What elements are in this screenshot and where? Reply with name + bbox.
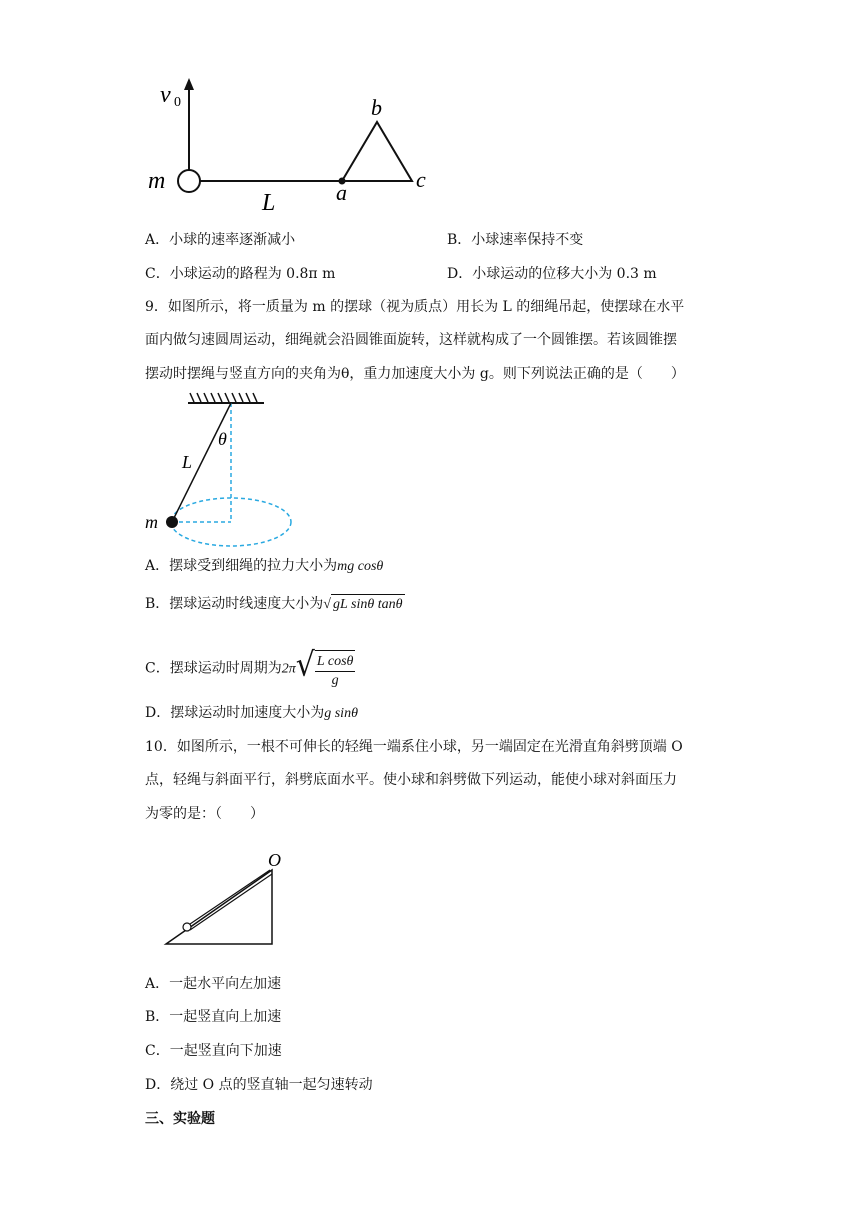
q9-option-b-text: B．摆球运动时线速度大小为 [145,596,324,612]
q10-line-2: 点，轻绳与斜面平行，斜劈底面水平。使小球和斜劈做下列运动，能使小球对斜面压力 [145,772,677,788]
label-c: c [416,167,426,192]
q8-option-c: C．小球运动的路程为 0.8π m [145,266,336,282]
q9-line-1: 9．如图所示，将一质量为 m 的摆球（视为质点）用长为 L 的细绳吊起，使摆球在水平 [145,299,685,315]
rope [190,874,272,930]
q9-option-d-math: g sinθ [324,706,358,721]
q8-option-d: D．小球运动的位移大小为 0.3 m [447,266,657,282]
label-a: a [336,180,347,205]
q9-option-d [145,703,358,724]
figure-conical-pendulum [140,390,310,560]
q9-option-b-math: gL sinθ tanθ [331,594,405,615]
q9-option-b [145,594,405,615]
arrow-head [184,78,194,90]
q8-option-a: A．小球的速率逐渐减小 [145,232,296,248]
v0-label: v [160,82,171,108]
q9-option-a-text: A．摆球受到细绳的拉力大小为 [145,558,338,574]
string-line [172,403,231,522]
v0-sub: 0 [174,95,181,110]
q9-option-c-coef: 2π [281,661,296,677]
q9-option-d-text: D．摆球运动时加速度大小为 [145,705,325,721]
pendulum-bob [166,516,178,528]
q9-option-a-math: mg cosθ [337,559,384,574]
q10-option-a: A．一起水平向左加速 [145,976,282,992]
small-ball [183,923,191,931]
figure-ball-triangle [140,70,450,220]
q9-option-c [145,646,355,691]
q10-line-3: 为零的是：（ ） [145,806,264,822]
ball [178,170,200,192]
m-label: m [145,512,158,532]
label-L: L [262,190,276,216]
q10-option-b: B．一起竖直向上加速 [145,1009,282,1025]
L-label: L [182,452,193,472]
figure-wedge [160,848,300,953]
ceiling-hatch [190,393,257,402]
q10-option-c: C．一起竖直向下加速 [145,1043,282,1059]
q10-line-1: 10．如图所示，一根不可伸长的轻绳一端系住小球，另一端固定在光滑直角斜劈顶端 O [145,739,683,755]
q8-option-b: B．小球速率保持不变 [447,232,584,248]
mass-label: m [148,168,166,194]
q9-line-2: 面内做匀速圆周运动，细绳就会沿圆锥面旋转，这样就构成了一个圆锥摆。若该圆锥摆 [145,332,677,348]
q9-line-3: 摆动时摆绳与竖直方向的夹角为θ，重力加速度大小为 g。则下列说法正确的是（ ） [145,366,685,382]
triangle-abc [342,122,412,181]
q9-option-c-num: L cosθ [315,653,356,672]
rope-offset [190,870,270,924]
q9-option-c-den: g [331,672,339,688]
label-b: b [371,95,382,120]
sqrt-sign: √ [323,597,331,612]
O-label: O [268,850,281,870]
section-heading: 三、实验题 [145,1111,215,1127]
theta-label: θ [218,429,227,449]
q9-option-c-sqrt: √ $\frac{\text{L cosθ}}{g}$ [296,646,356,691]
right-wedge [166,870,272,944]
q9-option-c-text: C．摆球运动时周期为 [145,660,282,677]
q10-option-d: D．绕过 O 点的竖直轴一起匀速转动 [145,1077,373,1093]
q9-option-a [145,556,383,577]
